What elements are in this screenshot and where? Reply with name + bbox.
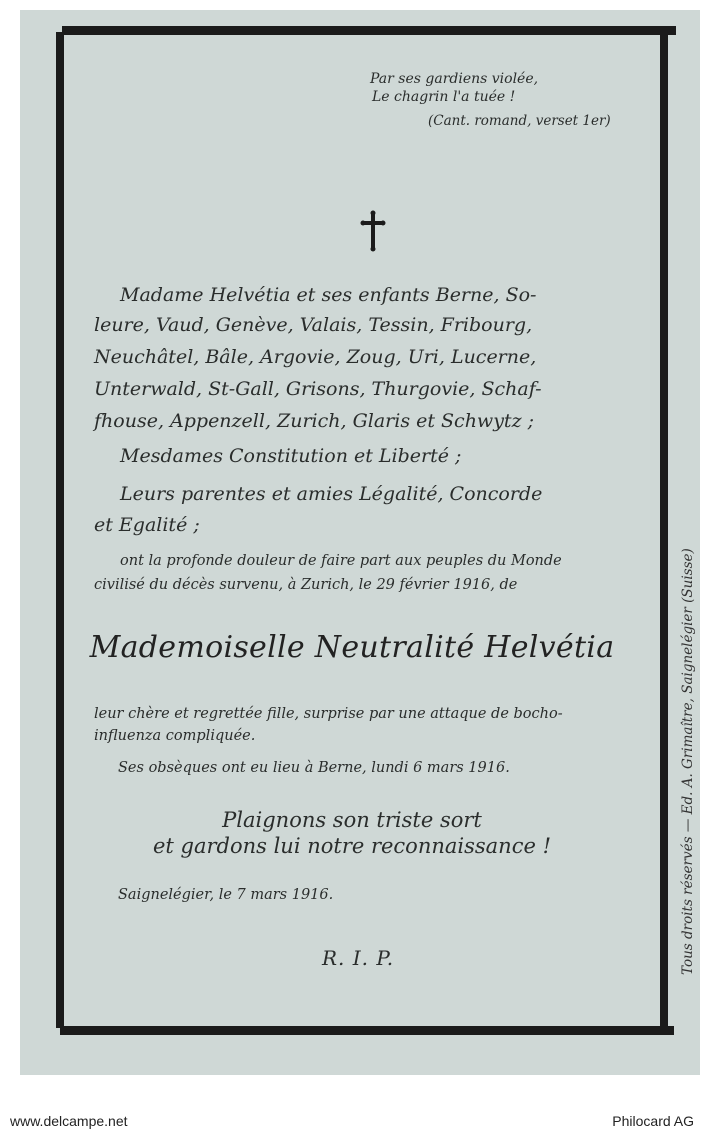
details-line-1: leur chère et regrettée fille, surprise par une attaque de bocho- xyxy=(94,706,563,722)
announcement-line-8: et Egalité ; xyxy=(94,514,200,536)
deceased-name: Mademoiselle Neutralité Helvétia xyxy=(89,630,615,665)
epigraph-line-1: Par ses gardiens violée, xyxy=(370,71,539,87)
place-date: Saignelégier, le 7 mars 1916. xyxy=(118,887,334,903)
details-line-2: influenza compliquée. xyxy=(94,728,256,744)
mourning-card xyxy=(20,10,700,1075)
announcement-line-3: Neuchâtel, Bâle, Argovie, Zoug, Uri, Lucerne, xyxy=(94,346,537,368)
rip-text: R. I. P. xyxy=(322,946,395,970)
announcement-line-7: Leurs parentes et amies Légalité, Concorde xyxy=(120,483,543,505)
announcement-line-6: Mesdames Constitution et Liberté ; xyxy=(120,445,462,467)
announcement-line-10: civilisé du décès survenu, à Zurich, le 29 février 1916, de xyxy=(94,577,518,593)
announcement-line-9: ont la profonde douleur de faire part aux peuples du Monde xyxy=(120,553,562,569)
closing-line-2: et gardons lui notre reconnaissance ! xyxy=(152,834,552,858)
mourning-border-top xyxy=(62,26,676,35)
announcement-line-5: fhouse, Appenzell, Zurich, Glaris et Schwytz ; xyxy=(94,410,535,432)
epigraph-line-2: Le chagrin l'a tuée ! xyxy=(372,89,516,105)
closing-line-1: Plaignons son triste sort xyxy=(222,808,482,832)
mourning-border-right xyxy=(660,32,668,1028)
announcement-line-1: Madame Helvétia et ses enfants Berne, So- xyxy=(120,284,537,306)
footer-right: Philocard AG xyxy=(612,1113,694,1129)
epigraph-source: (Cant. romand, verset 1er) xyxy=(428,113,611,129)
announcement-line-2: leure, Vaud, Genève, Valais, Tessin, Fribourg, xyxy=(94,314,533,336)
details-line-3: Ses obsèques ont eu lieu à Berne, lundi 6 mars 1916. xyxy=(118,760,510,776)
announcement-line-4: Unterwald, St-Gall, Grisons, Thurgovie, Schaf- xyxy=(94,378,542,400)
latin-cross-icon xyxy=(360,210,386,252)
publisher-note: Tous droits réservés — Ed. A. Grimaître, Saignelégier (Suisse) xyxy=(680,548,696,975)
mourning-border-bottom xyxy=(60,1026,674,1035)
footer-left[interactable]: www.delcampe.net xyxy=(10,1113,128,1129)
mourning-border-left xyxy=(56,32,64,1028)
